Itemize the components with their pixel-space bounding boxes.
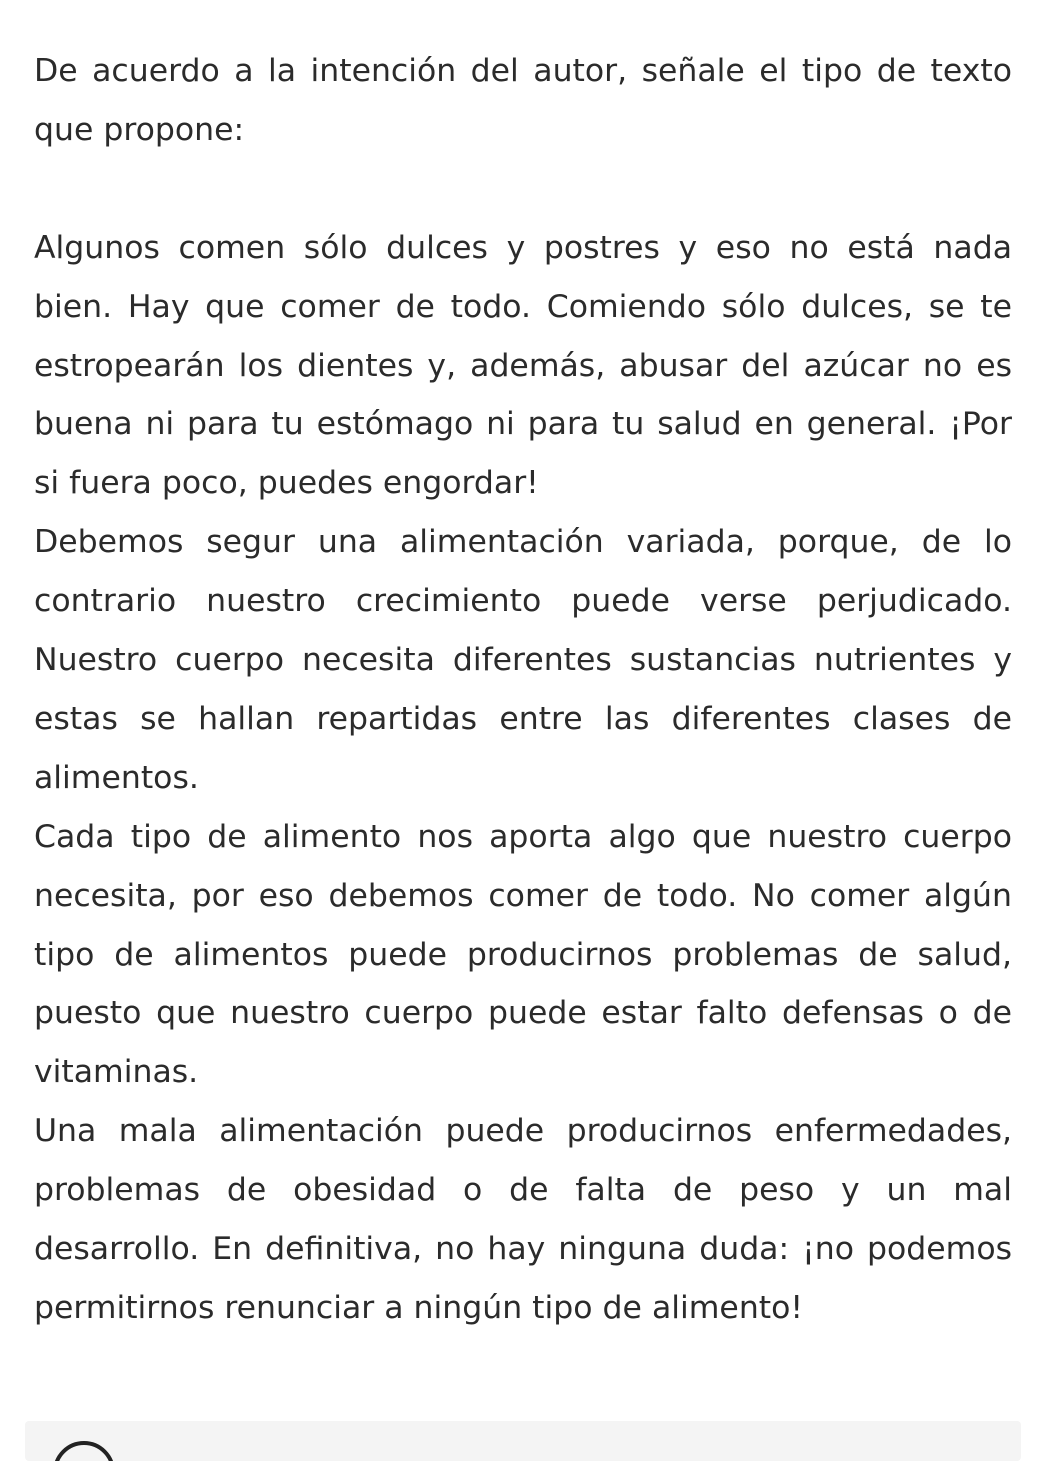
paragraph-4: Una mala alimentación puede producirnos enfermedades, problemas de obesidad o de falta de peso y un mal desarrollo. En definitiva, no hay ninguna duda: ¡no podemos permitirnos renunciar a ningún tipo de alimento! bbox=[34, 1113, 1012, 1327]
paragraph-3: Cada tipo de alimento nos aporta algo que nuestro cuerpo necesita, por eso debemos comer de todo. No comer algún tipo de alimentos puede producirnos problemas de salud, puesto que nuestro cuerpo puede estar falto defensas o de vitaminas. bbox=[34, 818, 1012, 1091]
paragraph-1: Algunos comen sólo dulces y postres y eso no está nada bien. Hay que comer de todo. Comiendo sólo dulces, se te estropearán los dientes y, además, abusar del azúcar no es buena ni para tu estómago ni para tu salud en general. ¡Por si fuera poco, puedes engordar! bbox=[34, 229, 1012, 502]
paragraph-2: Debemos segur una alimentación variada, porque, de lo contrario nuestro crecimiento puede verse perjudicado. Nuestro cuerpo necesita diferentes sustancias nutrientes y estas se hallan repartidas entre las diferentes clases de alimentos. bbox=[34, 524, 1012, 796]
question-text: De acuerdo a la intención del autor, señale el tipo de texto que propone: bbox=[34, 53, 1012, 148]
document-body bbox=[34, 42, 1012, 1338]
avatar bbox=[53, 1441, 115, 1461]
answer-card-header bbox=[25, 1421, 1021, 1461]
